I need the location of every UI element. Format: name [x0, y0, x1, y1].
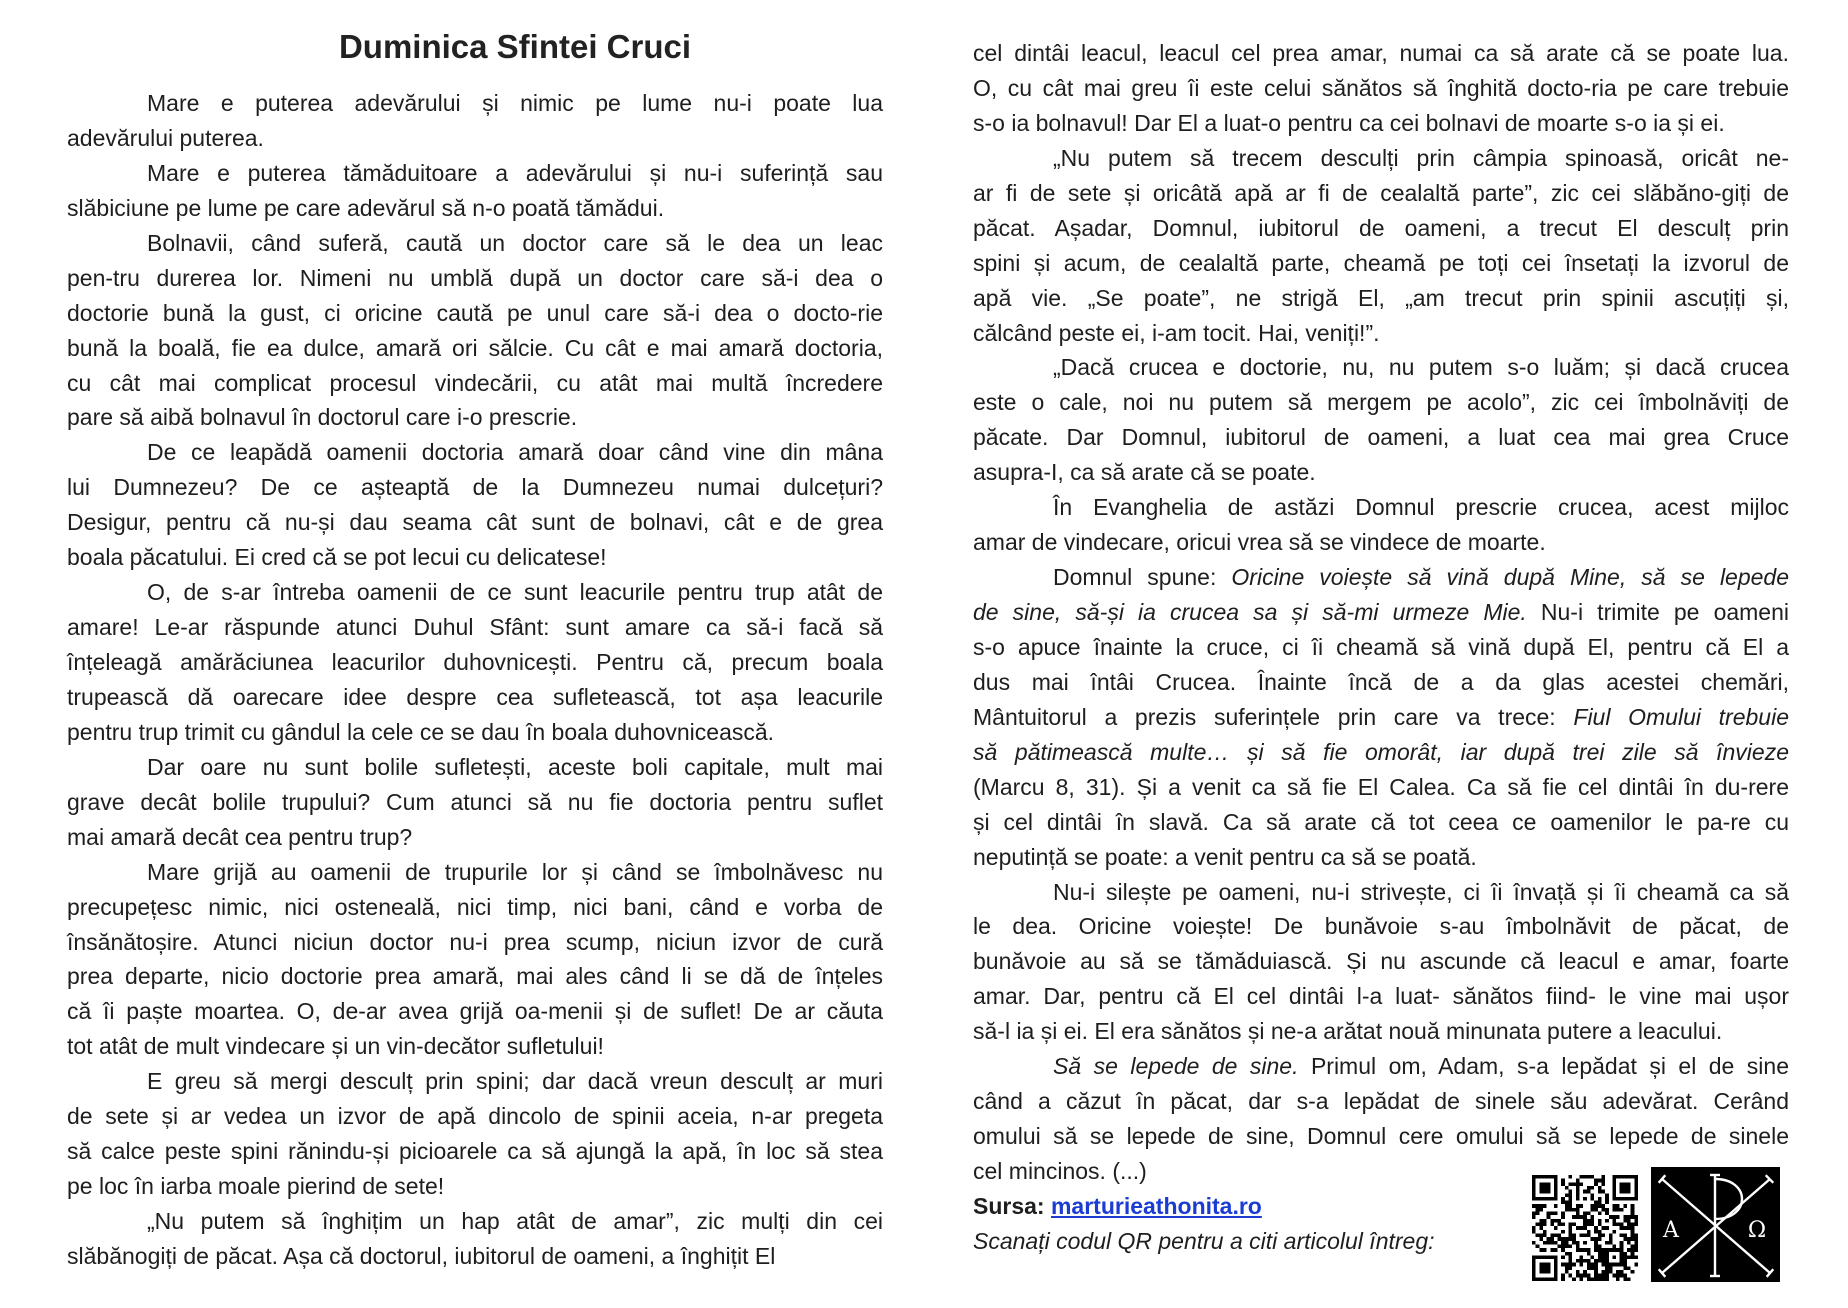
text-line: slăbănogiți de păcat. Așa că doctorul, iubitorul de oameni, a înghițit El — [67, 1242, 776, 1269]
paragraph — [67, 1204, 883, 1274]
text-line: boala păcatului. Ei cred că se pot lecui cu delicatese! — [67, 544, 607, 571]
italic-quote: Oricine voiește să vină după Mine, să se lepede — [1231, 564, 1790, 591]
alpha-letter: Α — [1663, 1218, 1679, 1243]
text-line: dus mai întâi Crucea. Înainte încă de a da glas acestei chemări, — [973, 668, 1789, 695]
text-line: de sete și ar vedea un izvor de apă dincolo de spinii aceia, n-ar pregeta — [67, 1103, 883, 1130]
paragraph — [67, 435, 883, 575]
text-span: Nu-i trimite pe oameni — [1526, 599, 1790, 625]
text-line: amare! Le-ar răspunde atunci Duhul Sfânt: sunt amare ca să-i facă să — [67, 614, 883, 641]
text-line: amar. Dar, pentru că El cel dintâi l-a luat- sănătos fiind- le vine mai ușor — [973, 983, 1789, 1010]
text-line: De ce leapădă oamenii doctoria amară doar când vine din mâna — [147, 439, 883, 466]
text-line: „Dacă crucea e doctorie, nu, nu putem s-o luăm; și dacă crucea — [1053, 354, 1789, 381]
paragraph — [973, 350, 1789, 490]
text-line: pare să aibă bolnavul în doctorul care i-o prescrie. — [67, 404, 578, 431]
italic-quote: de sine, să-și ia crucea sa și să-mi urmeze Mie. — [973, 599, 1527, 625]
text-line: Nu-i silește pe oameni, nu-i strivește, ci îi învață și îi cheamă ca să — [1053, 878, 1789, 905]
text-line — [973, 1049, 1789, 1084]
text-line: pen-tru durerea lor. Nimeni nu umblă după un doctor care să-i dea o — [67, 264, 883, 291]
text-line: precupețesc nimic, nici osteneală, nici timp, nici bani, când e vorba de — [67, 893, 883, 920]
text-line: „Nu putem să înghițim un hap atât de amar”, zic mulți din cei — [147, 1208, 883, 1234]
right-column — [973, 36, 1789, 1259]
text-line: asupra-I, ca să arate că se poate. — [973, 459, 1316, 486]
text-line: omului să se lepede de sine, Domnul cere omului să se lepede de sinele — [973, 1123, 1789, 1150]
text-line: pe loc în iarba moale pierind de sete! — [67, 1173, 445, 1200]
text-line: s-o apuce înainte la cruce, ci îi cheamă să vină după El, pentru că El a — [973, 633, 1789, 660]
text-line: le dea. Oricine voiește! De bunăvoie s-au îmbolnăvit de păcat, de — [973, 913, 1789, 940]
paragraph — [973, 490, 1789, 560]
text-line: neputință se poate: a venit pentru ca să se poată. — [973, 843, 1477, 870]
text-line: cel dintâi leacul, leacul cel prea amar, numai ca să arate că se poate lua. — [973, 40, 1789, 66]
text-line: cu cât mai complicat procesul vindecării, cu atât mai multă încredere — [67, 369, 883, 396]
text-line: adevărului puterea. — [67, 124, 264, 151]
text-line: cel mincinos. (...) — [973, 1158, 1147, 1184]
paragraph — [973, 36, 1789, 141]
chi-rho-icon — [1651, 1167, 1780, 1282]
text-line — [973, 560, 1789, 595]
paragraph — [973, 875, 1789, 1050]
text-line: E greu să mergi desculț prin spini; dar dacă vreun desculț ar muri — [147, 1068, 883, 1095]
paragraph — [67, 156, 883, 226]
text-line: „Nu putem să trecem desculți prin câmpia spinoasă, oricât ne- — [1053, 144, 1789, 171]
text-span: Primul om, Adam, s-a lepădat și el de sine — [1298, 1053, 1790, 1080]
text-line: s-o ia bolnavul! Dar El a luat-o pentru ca cei bolnavi de moarte s-o ia și ei. — [973, 109, 1725, 136]
right-column-text — [973, 36, 1789, 1189]
text-line: este o cale, noi nu putem să mergem pe acolo”, zic cei îmbolnăviți de — [973, 389, 1789, 416]
text-line: apă vie. „Se poate”, ne strigă El, „am trecut prin spinii ascuțiți și, — [973, 284, 1789, 311]
text-line: păcat. Așadar, Domnul, iubitorul de oameni, a trecut El desculț prin — [973, 214, 1789, 241]
text-line: ar fi de sete și oricâtă apă ar fi de cealaltă parte”, zic cei slăbăno-giți de — [973, 179, 1789, 206]
paragraph — [67, 750, 883, 855]
text-line: pentru trup trimit cu gândul la cele ce se dau în boala duhovnicească. — [67, 718, 775, 745]
text-line: (Marcu 8, 31). Și a venit ca să fie El Calea. Ca să fie cel dintâi în du-rere — [973, 773, 1789, 800]
text-line: să-l ia și ei. El era sănătos și ne-a arătat nouă minunata putere a leacului. — [973, 1018, 1723, 1045]
paragraph — [973, 560, 1789, 874]
italic-quote: să pătimească multe… și să fie omorât, iar după trei zile să învieze — [973, 738, 1789, 765]
text-line: trupească dă oarecare idee despre cea sufletească, tot așa leacurile — [67, 683, 883, 710]
text-line — [973, 700, 1789, 735]
text-line: Desigur, pentru că nu-și dau seama cât sunt de bolnavi, cât e de grea — [67, 509, 883, 536]
paragraph — [67, 1064, 883, 1204]
text-line: doctorie bună la gust, ci oricine caută pe unul care să-i dea o docto-rie — [67, 299, 883, 326]
paragraph — [67, 226, 883, 436]
text-line: spini și acum, de cealaltă parte, cheamă pe toți cei însetați la izvorul de — [973, 249, 1789, 276]
text-line: înțeleagă amărăciunea leacurilor duhovnicești. Pentru că, precum boala — [67, 649, 883, 675]
text-line: amar de vindecare, oricui vrea să se vindece de moarte. — [973, 529, 1546, 556]
text-line: când a căzut în păcat, dar s-a lepădat de sinele său adevărat. Cerând — [973, 1088, 1789, 1115]
text-line — [973, 595, 1789, 630]
text-line: păcate. Dar Domnul, iubitorul de oameni, a luat cea mai grea Cruce — [973, 424, 1789, 451]
paragraph — [973, 141, 1789, 351]
text-line: O, cu cât mai greu îi este celui sănătos să înghită docto-ria pe care trebuie — [973, 74, 1789, 101]
text-line: Bolnavii, când suferă, caută un doctor care să le dea un leac — [147, 229, 883, 256]
text-line: Mare grijă au oamenii de trupurile lor și când se îmbolnăvesc nu — [147, 858, 883, 885]
paragraph — [67, 86, 883, 156]
italic-quote: Să se lepede de sine. — [1053, 1053, 1299, 1080]
text-line: prea departe, nicio doctorie prea amară, mai ales când li se dă de înțeles — [67, 963, 883, 990]
text-line: bunăvoie au să se tămăduiască. Și nu ascunde că leacul e amar, foarte — [973, 948, 1789, 975]
text-line: însănătoșire. Atunci niciun doctor nu-i prea scump, niciun izvor de cură — [67, 928, 883, 955]
paragraph — [67, 855, 883, 1065]
qr-code-icon[interactable] — [1532, 1175, 1638, 1281]
text-line: călcând peste ei, i-am tocit. Hai, veniți!”. — [973, 319, 1380, 346]
text-line: că îi paște moartea. O, de-ar avea grijă oa-menii și de suflet! De ar căuta — [67, 998, 883, 1025]
text-line: grave decât bolile trupului? Cum atunci să nu fie doctoria pentru suflet — [67, 788, 883, 815]
text-line: bună la boală, fie ea dulce, amară ori sălcie. Cu cât e mai amară doctoria, — [67, 334, 883, 361]
text-line: lui Dumnezeu? De ce așteaptă de la Dumnezeu numai dulcețuri? — [67, 474, 883, 501]
text-line: Mare e puterea tămăduitoare a adevărului și nu-i suferință sau — [147, 159, 883, 186]
text-line: slăbiciune pe lume pe care adevărul să n-o poată tămădui. — [67, 194, 665, 221]
text-line: O, de s-ar întreba oamenii de ce sunt leacurile pentru trup atât de — [147, 579, 883, 606]
text-line: să calce peste spini rănindu-și picioarele ca să ajungă la apă, în loc să stea — [67, 1138, 883, 1165]
text-line: În Evanghelia de astăzi Domnul prescrie crucea, acest mijloc — [1053, 494, 1789, 521]
source-label: Sursa: — [973, 1192, 1045, 1219]
omega-letter: Ω — [1747, 1218, 1767, 1243]
qr-instruction: Scanați codul QR pentru a citi articolul întreg: — [973, 1227, 1435, 1254]
left-column — [67, 86, 883, 1274]
page-title: Duminica Sfintei Cruci — [338, 28, 692, 65]
text-line: și cel dintâi în slavă. Ca să arate că tot ceea ce oamenilor le pa-re cu — [973, 808, 1789, 835]
text-span: Domnul spune: — [1053, 564, 1232, 591]
text-line: tot atât de mult vindecare și un vin-decător sufletului! — [67, 1033, 604, 1060]
text-span: Mântuitorul a prezis suferințele prin care va trece: — [973, 703, 1574, 730]
text-line: mai amară decât cea pentru trup? — [67, 823, 413, 850]
italic-quote: Fiul Omului trebuie — [1573, 703, 1789, 730]
paragraph — [67, 575, 883, 750]
text-line: Mare e puterea adevărului și nimic pe lume nu-i poate lua — [147, 90, 883, 116]
text-line — [973, 735, 1789, 770]
left-column-text — [67, 86, 883, 1274]
text-line: Dar oare nu sunt bolile sufletești, aceste boli capitale, mult mai — [147, 753, 883, 780]
source-link[interactable]: marturieathonita.ro — [1050, 1192, 1262, 1219]
